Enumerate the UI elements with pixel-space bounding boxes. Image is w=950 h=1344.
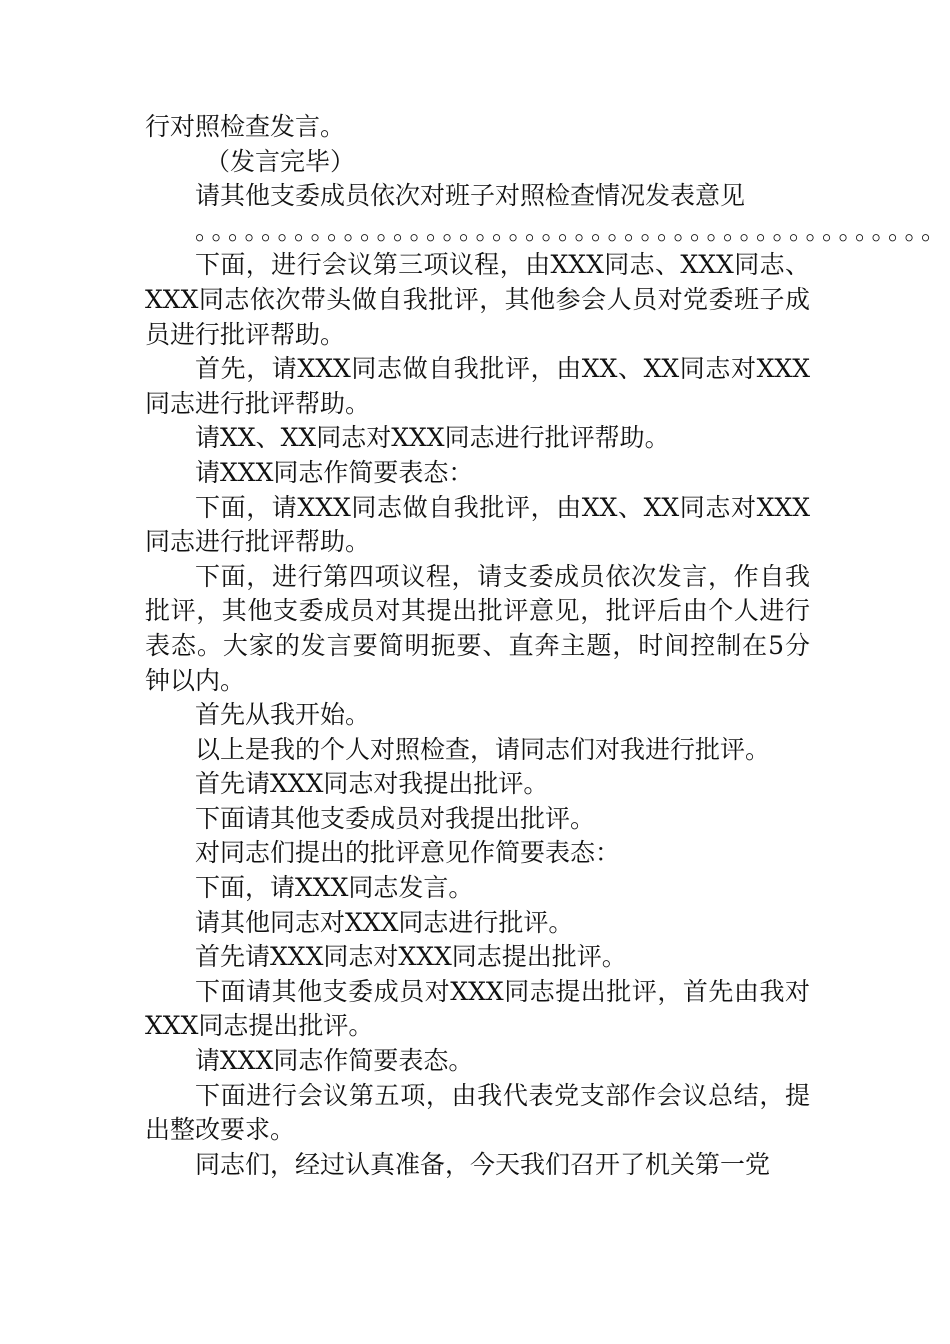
- paragraph: 下面进行会议第五项，由我代表党支部作会议总结，提出整改要求。: [145, 1080, 810, 1145]
- paragraph: 下面请其他支委成员对我提出批评。: [195, 803, 596, 833]
- paragraph: 以上是我的个人对照检查，请同志们对我进行批评。: [195, 734, 771, 764]
- paragraph: 请XXX同志作简要表态。: [195, 1046, 474, 1076]
- paragraph: 首先请XXX同志对XXX同志提出批评。: [195, 942, 627, 972]
- paragraph-dots: 。。。。。。。。。。。。。。。。。。。。。。。。。。。。。。。。。。。。。。。。。。。。。: [195, 215, 950, 245]
- paragraph: 首先，请XXX同志做自我批评，由XX、XX同志对XXX同志进行批评帮助。: [145, 354, 810, 418]
- paragraph: 下面，进行第四项议程，请支委成员依次发言，作自我批评，其他支委成员对其提出批评意见，批评后由个人进行表态。大家的发言要简明扼要、直奔主题，时间控制在5分钟以内。: [145, 561, 810, 695]
- paragraph: 下面，请XXX同志做自我批评，由XX、XX同志对XXX同志进行批评帮助。: [145, 492, 810, 557]
- paragraph: 首先请XXX同志对我提出批评。: [195, 769, 549, 799]
- paragraph: 下面，进行会议第三项议程，由XXX同志、XXX同志、XXX同志依次带头做自我批评，其他参会人员对党委班子成员进行批评帮助。: [145, 250, 810, 349]
- paragraph: 请XX、XX同志对XXX同志进行批评帮助。: [195, 423, 670, 453]
- paragraph-continuation: 行对照检查发言。: [145, 112, 346, 141]
- paragraph: 下面请其他支委成员对XXX同志提出批评，首先由我对XXX同志提出批评。: [145, 976, 810, 1041]
- paragraph: 同志们，经过认真准备，今天我们召开了机关第一党: [195, 1149, 771, 1179]
- paragraph: 对同志们提出的批评意见作简要表态：: [195, 838, 621, 868]
- paragraph: 请其他支委成员依次对班子对照检查情况发表意见: [195, 181, 746, 211]
- paragraph: 首先从我开始。: [195, 700, 371, 730]
- paragraph: 请其他同志对XXX同志进行批评。: [195, 907, 574, 937]
- paragraph: 请XXX同志作简要表态：: [195, 457, 474, 487]
- paragraph-speech-end: （发言完毕）: [205, 146, 356, 176]
- paragraph: 下面，请XXX同志发言。: [195, 873, 474, 903]
- document-page: [145, 110, 950, 1182]
